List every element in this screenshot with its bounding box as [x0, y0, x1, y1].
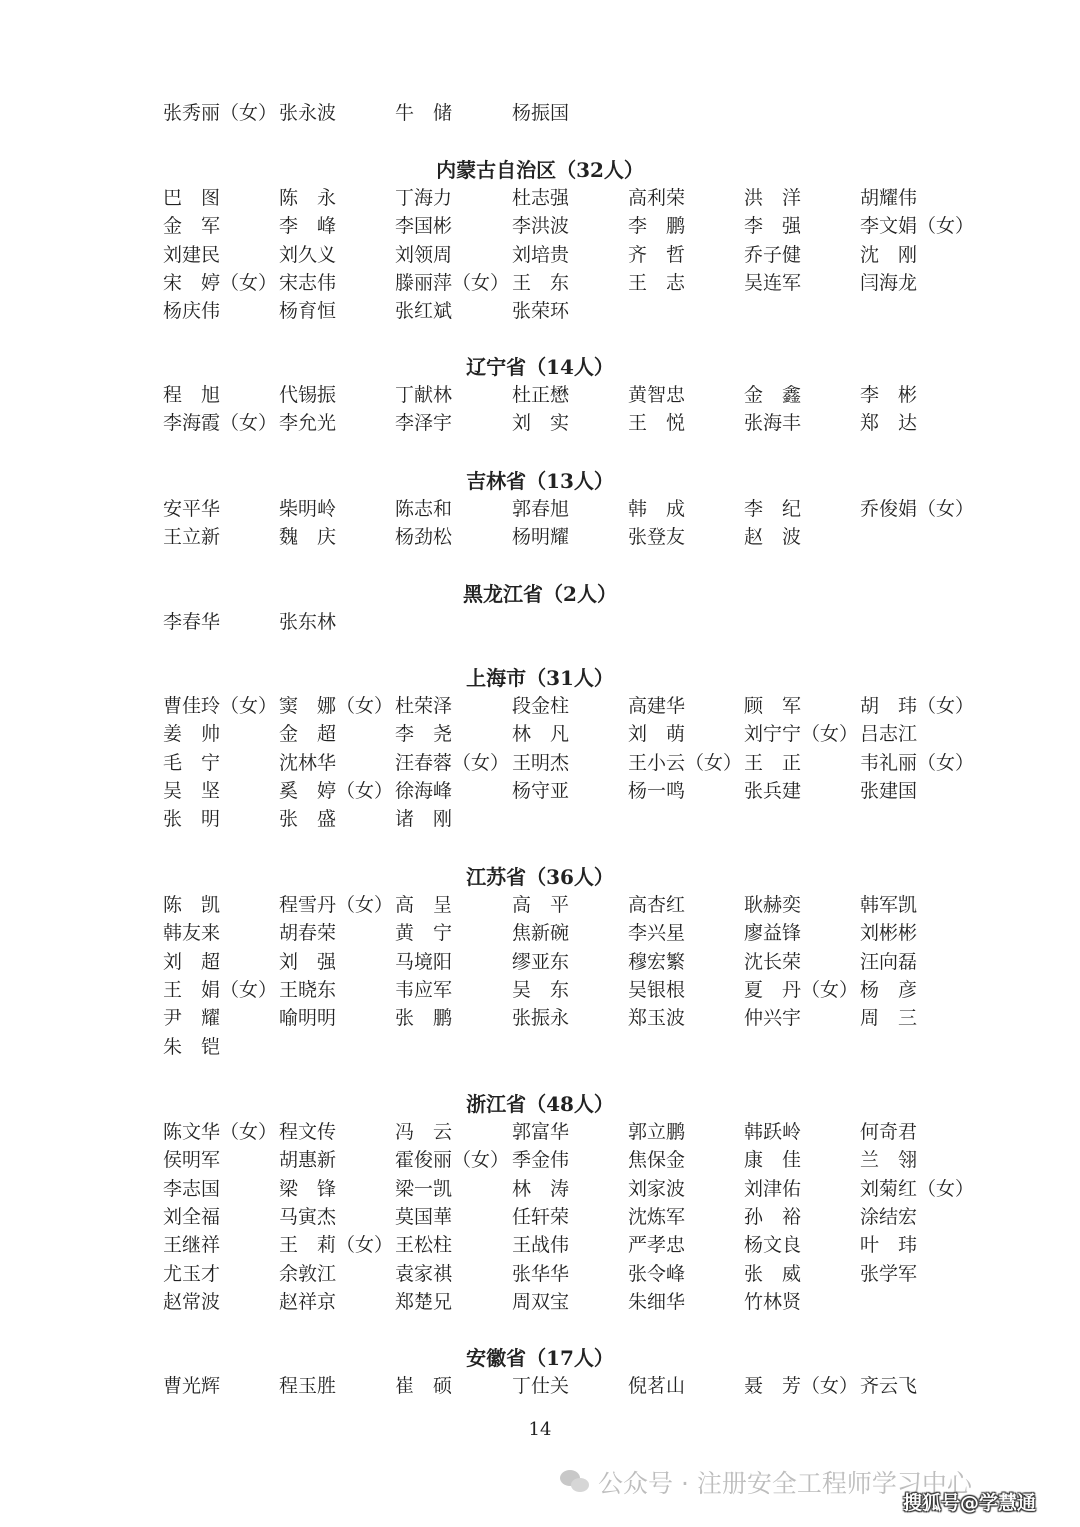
person-name: 杨庆伟	[163, 300, 221, 323]
person-name: 黄 宁	[395, 922, 453, 945]
name-row	[163, 381, 983, 409]
person-name: 姜 帅	[163, 723, 221, 746]
person-name: 诸 刚	[395, 808, 453, 831]
person-name: 赵 波	[744, 526, 802, 549]
person-name: 王立新	[163, 526, 221, 549]
person-name: 张建国	[860, 779, 918, 802]
person-name: 刘菊红（女）	[860, 1177, 975, 1200]
person-name: 张东林	[279, 611, 337, 633]
name-row	[163, 1033, 983, 1061]
person-name: 周双宝	[512, 1290, 570, 1313]
person-name: 段金柱	[512, 695, 570, 717]
person-name: 丁海力	[395, 187, 453, 209]
page-number: 14	[528, 1419, 552, 1440]
name-row	[163, 749, 983, 777]
person-name: 王明杰	[512, 751, 570, 774]
name-row	[163, 1260, 983, 1288]
person-name: 李文娟（女）	[860, 215, 975, 238]
person-name: 崔 硕	[395, 1375, 453, 1397]
name-row	[163, 495, 983, 523]
person-name: 齐 哲	[628, 243, 686, 266]
person-name: 张 明	[163, 808, 221, 831]
person-name: 刘领周	[395, 243, 453, 266]
person-name: 乔子健	[744, 243, 802, 266]
person-name: 胡春荣	[279, 922, 337, 945]
person-name: 徐海峰	[395, 779, 453, 802]
person-name: 高 呈	[395, 894, 453, 916]
name-row	[163, 269, 983, 297]
person-name: 李泽宇	[395, 412, 453, 435]
person-name: 李国彬	[395, 215, 453, 238]
person-name: 周 三	[860, 1007, 918, 1030]
name-row	[163, 608, 983, 636]
person-name: 张令峰	[628, 1262, 686, 1285]
person-name: 齐云飞	[860, 1375, 918, 1397]
person-name: 宋志伟	[279, 271, 337, 294]
person-name: 巴 图	[163, 187, 221, 209]
person-name: 刘培贵	[512, 243, 570, 266]
person-name: 杨 彦	[860, 978, 918, 1001]
person-name: 杨一鸣	[628, 779, 686, 802]
person-name: 安平华	[163, 498, 221, 520]
person-name: 王 正	[744, 751, 802, 774]
person-name: 张振永	[512, 1007, 570, 1030]
name-row	[163, 212, 983, 240]
person-name: 杨振国	[512, 102, 570, 124]
person-name: 刘彬彬	[860, 922, 918, 945]
name-row	[163, 1372, 983, 1400]
person-name: 吴银根	[628, 978, 686, 1001]
person-name: 仲兴宇	[744, 1007, 802, 1030]
person-name: 王 悦	[628, 412, 686, 435]
person-name: 张学军	[860, 1262, 918, 1285]
person-name: 丁仕关	[512, 1375, 570, 1397]
person-name: 刘家波	[628, 1177, 686, 1200]
person-name: 郭立鹏	[628, 1121, 686, 1143]
name-row	[163, 1146, 983, 1174]
person-name: 李志国	[163, 1177, 221, 1200]
person-name: 张 鹏	[395, 1007, 453, 1030]
person-name: 莫国華	[395, 1205, 453, 1228]
person-name: 刘 强	[279, 950, 337, 973]
person-name: 乔俊娟（女）	[860, 498, 975, 520]
person-name: 吴 东	[512, 978, 570, 1001]
person-name: 刘 实	[512, 412, 570, 435]
person-name: 余敦江	[279, 1262, 337, 1285]
name-row	[163, 1288, 983, 1316]
name-row	[163, 241, 983, 269]
person-name: 焦新碗	[512, 922, 570, 945]
person-name: 高利荣	[628, 187, 686, 209]
person-name: 康 佳	[744, 1149, 802, 1172]
person-name: 焦保金	[628, 1149, 686, 1172]
person-name: 吴连军	[744, 271, 802, 294]
person-name: 胡耀伟	[860, 187, 918, 209]
name-row	[163, 919, 983, 947]
person-name: 张华华	[512, 1262, 570, 1285]
person-name: 兰 翎	[860, 1149, 918, 1172]
person-name: 李春华	[163, 611, 221, 633]
person-name: 陈 永	[279, 187, 337, 209]
person-name: 牛 储	[395, 102, 453, 124]
person-name: 杨守亚	[512, 779, 570, 802]
name-row	[163, 976, 983, 1004]
person-name: 刘津佑	[744, 1177, 802, 1200]
person-name: 缪亚东	[512, 950, 570, 973]
person-name: 魏 庆	[279, 526, 337, 549]
person-name: 郑 达	[860, 412, 918, 435]
person-name: 张兵建	[744, 779, 802, 802]
person-name: 刘久义	[279, 243, 337, 266]
person-name: 沈炼军	[628, 1205, 686, 1228]
person-name: 王小云（女）	[628, 751, 743, 774]
name-row	[163, 1118, 983, 1146]
region-heading: 江苏省（36人）	[466, 865, 614, 889]
person-name: 程 旭	[163, 384, 221, 406]
person-name: 郭春旭	[512, 498, 570, 520]
person-name: 曹光辉	[163, 1375, 221, 1397]
person-name: 霍俊丽（女）	[395, 1149, 510, 1172]
person-name: 袁家祺	[395, 1262, 453, 1285]
person-name: 李允光	[279, 412, 337, 435]
person-name: 王 东	[512, 271, 570, 294]
person-name: 李 峰	[279, 215, 337, 238]
person-name: 穆宏繁	[628, 950, 686, 973]
name-row	[163, 297, 983, 325]
person-name: 高 平	[512, 894, 570, 916]
person-name: 叶 玮	[860, 1234, 918, 1257]
name-row	[163, 777, 983, 805]
person-name: 朱细华	[628, 1290, 686, 1313]
person-name: 张秀丽（女）	[163, 102, 278, 124]
person-name: 陈志和	[395, 498, 453, 520]
person-name: 韩军凯	[860, 894, 918, 916]
person-name: 杜荣泽	[395, 695, 453, 717]
person-name: 程文传	[279, 1121, 337, 1143]
person-name: 侯明军	[163, 1149, 221, 1172]
person-name: 洪 洋	[744, 187, 802, 209]
person-name: 朱 铠	[163, 1035, 221, 1058]
person-name: 张 盛	[279, 808, 337, 831]
region-heading: 吉林省（13人）	[466, 469, 614, 493]
person-name: 曹佳玲（女）	[163, 695, 278, 717]
person-name: 毛 宁	[163, 751, 221, 774]
person-name: 王 娟（女）	[163, 978, 278, 1001]
name-row	[163, 409, 983, 437]
person-name: 李兴星	[628, 922, 686, 945]
person-name: 张登友	[628, 526, 686, 549]
person-name: 涂结宏	[860, 1205, 918, 1228]
person-name: 王 志	[628, 271, 686, 294]
region-heading: 内蒙古自治区（32人）	[436, 158, 644, 182]
person-name: 张红斌	[395, 300, 453, 323]
person-name: 韦应军	[395, 978, 453, 1001]
region-heading: 上海市（31人）	[466, 666, 614, 690]
person-name: 竹林贤	[744, 1290, 802, 1313]
sohu-watermark: 搜狐号@学慧通	[903, 1492, 1037, 1514]
person-name: 林 涛	[512, 1177, 570, 1200]
person-name: 黄智忠	[628, 384, 686, 406]
person-name: 吕志江	[860, 723, 918, 746]
person-name: 刘 萌	[628, 723, 686, 746]
person-name: 尤玉才	[163, 1262, 221, 1285]
person-name: 韩 成	[628, 498, 686, 520]
person-name: 王晓东	[279, 978, 337, 1001]
person-name: 宋 婷（女）	[163, 271, 278, 294]
person-name: 闫海龙	[860, 271, 918, 294]
region-heading: 黑龙江省（2人）	[463, 582, 617, 606]
name-row	[163, 99, 983, 127]
person-name: 李 彬	[860, 384, 918, 406]
name-row	[163, 720, 983, 748]
region-heading: 安徽省（17人）	[466, 1346, 614, 1370]
person-name: 李海霞（女）	[163, 412, 278, 435]
person-name: 赵常波	[163, 1290, 221, 1313]
person-name: 沈长荣	[744, 950, 802, 973]
person-name: 奚 婷（女）	[279, 779, 394, 802]
person-name: 孙 裕	[744, 1205, 802, 1228]
person-name: 郑楚兄	[395, 1290, 453, 1313]
name-row	[163, 805, 983, 833]
person-name: 王松柱	[395, 1234, 453, 1257]
person-name: 金 超	[279, 723, 337, 746]
person-name: 代锡振	[279, 384, 337, 406]
person-name: 韦礼丽（女）	[860, 751, 975, 774]
person-name: 窦 娜（女）	[279, 695, 394, 717]
person-name: 马境阳	[395, 950, 453, 973]
person-name: 刘宁宁（女）	[744, 723, 859, 746]
person-name: 何奇君	[860, 1121, 918, 1143]
person-name: 杨文良	[744, 1234, 802, 1257]
person-name: 林 凡	[512, 723, 570, 746]
person-name: 郭富华	[512, 1121, 570, 1143]
person-name: 柴明岭	[279, 498, 337, 520]
person-name: 李 鹏	[628, 215, 686, 238]
person-name: 汪向磊	[860, 950, 918, 973]
person-name: 韩友来	[163, 922, 221, 945]
person-name: 顾 军	[744, 695, 802, 717]
person-name: 吴 坚	[163, 779, 221, 802]
person-name: 梁一凯	[395, 1177, 453, 1200]
person-name: 李 纪	[744, 498, 802, 520]
person-name: 金 鑫	[744, 384, 802, 406]
person-name: 刘全福	[163, 1205, 221, 1228]
person-name: 夏 丹（女）	[744, 978, 859, 1001]
person-name: 张 威	[744, 1262, 802, 1285]
person-name: 季金伟	[512, 1149, 570, 1172]
person-name: 廖益锋	[744, 922, 802, 945]
person-name: 陈 凯	[163, 894, 221, 916]
region-heading: 辽宁省（14人）	[466, 355, 614, 379]
person-name: 张海丰	[744, 412, 802, 435]
person-name: 严孝忠	[628, 1234, 686, 1257]
person-name: 李 尧	[395, 723, 453, 746]
person-name: 杨育恒	[279, 300, 337, 323]
person-name: 胡 玮（女）	[860, 695, 975, 717]
person-name: 李 强	[744, 215, 802, 238]
person-name: 王战伟	[512, 1234, 570, 1257]
person-name: 马寅杰	[279, 1205, 337, 1228]
person-name: 程雪丹（女）	[279, 894, 394, 916]
name-row	[163, 1203, 983, 1231]
person-name: 金 军	[163, 215, 221, 238]
name-row	[163, 948, 983, 976]
name-row	[163, 523, 983, 551]
wechat-icon	[560, 1470, 590, 1494]
person-name: 聂 芳（女）	[744, 1375, 859, 1397]
person-name: 胡惠新	[279, 1149, 337, 1172]
person-name: 丁献林	[395, 384, 453, 406]
person-name: 喻明明	[279, 1007, 337, 1030]
region-heading: 浙江省（48人）	[466, 1092, 614, 1116]
person-name: 李洪波	[512, 215, 570, 238]
watermark-text: 公众号 · 注册安全工程师学习中心	[598, 1469, 972, 1498]
name-row	[163, 692, 983, 720]
person-name: 刘 超	[163, 950, 221, 973]
person-name: 沈林华	[279, 751, 337, 774]
person-name: 高杏红	[628, 894, 686, 916]
person-name: 张永波	[279, 102, 337, 124]
name-row	[163, 1004, 983, 1032]
person-name: 任轩荣	[512, 1205, 570, 1228]
person-name: 张荣环	[512, 300, 570, 323]
person-name: 刘建民	[163, 243, 221, 266]
person-name: 程玉胜	[279, 1375, 337, 1397]
person-name: 陈文华（女）	[163, 1121, 278, 1143]
person-name: 杜志强	[512, 187, 570, 209]
person-name: 耿赫奕	[744, 894, 802, 916]
person-name: 梁 锋	[279, 1177, 337, 1200]
name-row	[163, 1231, 983, 1259]
person-name: 韩跃岭	[744, 1121, 802, 1143]
person-name: 汪春蓉（女）	[395, 751, 510, 774]
person-name: 倪茗山	[628, 1375, 686, 1397]
person-name: 王 莉（女）	[279, 1234, 394, 1257]
person-name: 杜正懋	[512, 384, 570, 406]
person-name: 冯 云	[395, 1121, 453, 1143]
name-row	[163, 891, 983, 919]
name-row	[163, 1175, 983, 1203]
person-name: 赵祥京	[279, 1290, 337, 1313]
person-name: 沈 刚	[860, 243, 918, 266]
person-name: 杨劲松	[395, 526, 453, 549]
person-name: 滕丽萍（女）	[395, 271, 510, 294]
person-name: 高建华	[628, 695, 686, 717]
person-name: 尹 耀	[163, 1007, 221, 1030]
person-name: 王继祥	[163, 1234, 221, 1257]
person-name: 杨明耀	[512, 526, 570, 549]
name-row	[163, 184, 983, 212]
person-name: 郑玉波	[628, 1007, 686, 1030]
